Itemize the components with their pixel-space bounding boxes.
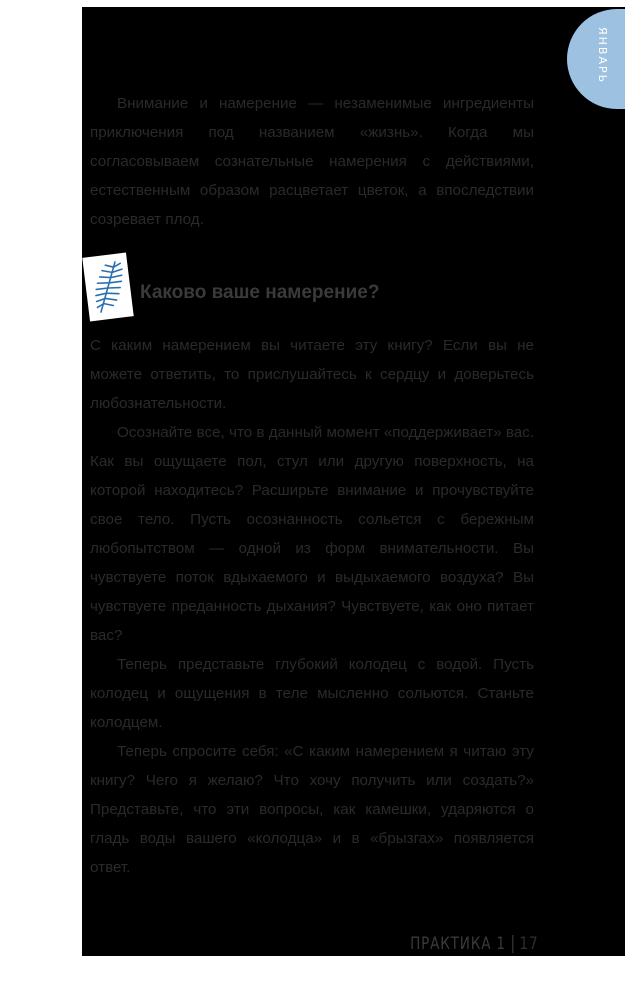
month-tab [567, 9, 625, 109]
footer-divider [512, 935, 513, 953]
footer-section-label: ПРАКТИКА 1 [409, 934, 506, 954]
book-page [82, 7, 625, 956]
page-number: 17 [519, 934, 538, 954]
month-tab-label: ЯНВАРЬ [596, 27, 609, 85]
leaf-card [82, 253, 133, 322]
paragraph: Теперь спросите себя: «С каким намерением я читаю эту книгу? Чего я желаю? Что хочу получить или создать?» Представьте, что эти вопросы, как камешки, ударяются о гладь воды вашего «колодца» и в «брызгах» появляется ответ. [90, 743, 534, 876]
paragraph: Теперь представьте глубокий колодец с водой. Пусть колодец и ощущения в теле мысленно сольются. Станьте колодцем. [90, 656, 534, 731]
palm-leaf-icon [82, 253, 133, 322]
paragraph: С каким намерением вы читаете эту книгу? Если вы не можете ответить, то прислушайтесь к сердцу и доверьтесь любознательности. [90, 337, 534, 412]
section-body [90, 331, 534, 882]
section-heading: Каково ваше намерение? [140, 282, 380, 303]
page-footer [410, 934, 538, 954]
intro-paragraph: Внимание и намерение — незаменимые ингредиенты приключения под названием «жизнь». Когда мы согласовываем сознательные намерения с действиями, естественным образом расцветает цветок, а впоследствии созревает плод. [90, 95, 534, 228]
paragraph: Осознайте все, что в данный момент «поддерживает» вас. Как вы ощущаете пол, стул или другую поверхность, на которой находитесь? Расширьте внимание и прочувствуйте свое тело. Пусть осознанность сольется с бережным любопытством — одной из форм внимательности. Вы чувствуете поток вдыхаемого и выдыхаемого воздуха? Вы чувствуете преданность дыхания? Чувствуете, как оно питает вас? [90, 424, 534, 644]
